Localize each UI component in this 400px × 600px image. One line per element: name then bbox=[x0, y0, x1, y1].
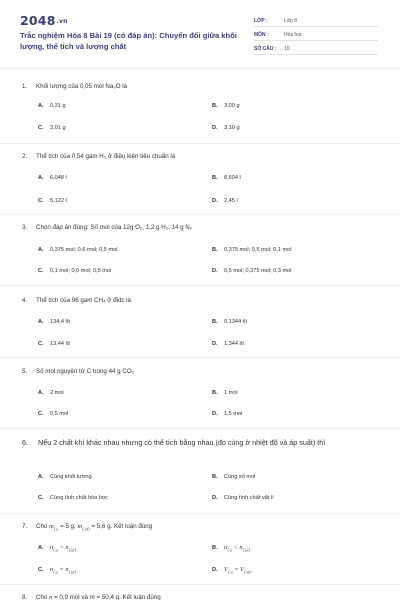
option-c[interactable]: C. $n_{Cu} = n_{CuO}$ bbox=[38, 566, 77, 575]
divider bbox=[0, 513, 400, 514]
question-text: 5. Số mol nguyên tử C trong 44 g CO₂ bbox=[22, 368, 135, 375]
option-a[interactable]: A. 0,31 g bbox=[38, 103, 66, 109]
question-text: 6. Nếu 2 chất khí khác nhau nhưng có thể tích bằng nhau (đo cùng ở nhiệt độ và áp suất) thì bbox=[22, 438, 326, 447]
option-b[interactable]: B. 3,00 g bbox=[212, 103, 240, 109]
option-d[interactable]: D. 1,5 mol bbox=[212, 411, 243, 417]
option-b[interactable]: B. 1 mol bbox=[212, 390, 238, 396]
option-d[interactable]: D. 0,5 mol; 0,375 mol; 0,3 mol bbox=[212, 268, 292, 274]
option-d[interactable]: D. Cùng tính chất vật lí bbox=[212, 495, 274, 501]
question-text: 3. Chọn đáp án đúng: Số mol của 12g O₂, 1,2 g H₂, 14 g N₂ bbox=[22, 224, 193, 231]
option-b[interactable]: B. $n_{Cu} < n_{CuO}$ bbox=[212, 544, 251, 553]
question-text: 7. Cho $m_{Cu} = 5$ g, $m_{CuO} = 5,6$ g. Kết luận đúng bbox=[22, 523, 153, 532]
option-a[interactable]: A. Cùng khối lượng bbox=[38, 474, 92, 480]
option-b[interactable]: B. 0,1344 lít bbox=[212, 319, 248, 325]
option-d[interactable]: D. 3,10 g bbox=[212, 125, 240, 131]
page-header bbox=[0, 0, 400, 66]
option-b[interactable]: B. Cùng số mol bbox=[212, 474, 256, 480]
meta-count: SỐ CÂU : 10 bbox=[254, 43, 378, 55]
option-c[interactable]: C. 0,1 mol; 0,6 mol; 0,5 mol bbox=[38, 268, 112, 274]
option-c[interactable]: C. 13,44 lít bbox=[38, 341, 70, 347]
option-c[interactable]: C. 0,5 mol bbox=[38, 411, 69, 417]
divider bbox=[0, 214, 400, 215]
divider bbox=[0, 357, 400, 358]
option-c[interactable]: C. Cùng tính chất hóa học bbox=[38, 495, 108, 501]
question-text: 4. Thể tích của 96 gam CH₄ ở đktc là bbox=[22, 297, 131, 304]
option-a[interactable]: A. $n_{Cu} > n_{CuO}$ bbox=[38, 544, 77, 553]
meta-subject: MÔN : Hóa học bbox=[254, 29, 378, 41]
option-a[interactable]: A. 0,375 mol; 0,6 mol; 0,5 mol bbox=[38, 247, 118, 253]
divider bbox=[0, 584, 400, 585]
divider bbox=[0, 143, 400, 144]
site-logo[interactable]: 2048.vn bbox=[20, 13, 68, 28]
question-text: 2. Thể tích của 0,54 gam H₂ ở điều kiện tiêu chuẩn là bbox=[22, 153, 176, 160]
header-divider bbox=[0, 68, 400, 69]
divider bbox=[0, 428, 400, 429]
option-d[interactable]: D. 1,344 lít bbox=[212, 341, 244, 347]
option-b[interactable]: B. 8,604 l bbox=[212, 175, 241, 181]
option-d[interactable]: D. $V_{Cu} = V_{CuO}$ bbox=[212, 566, 252, 575]
divider bbox=[0, 285, 400, 286]
question-text: 1. Khối lượng của 0,05 mol Na₂O là bbox=[22, 83, 128, 90]
option-a[interactable]: A. 134,4 lít bbox=[38, 319, 70, 325]
option-b[interactable]: B. 0,375 mol; 0,5 mol; 0,1 mol bbox=[212, 247, 292, 253]
question-8-partial: 8. Cho n = 0,9 mol và m = 50,4 g. Kết luận đúng bbox=[22, 594, 161, 600]
option-c[interactable]: C. 3,01 g bbox=[38, 125, 66, 131]
option-a[interactable]: A. 6,048 l bbox=[38, 175, 67, 181]
meta-class: LỚP : Lớp 8 bbox=[254, 15, 378, 27]
option-c[interactable]: C. 5,122 l bbox=[38, 198, 67, 204]
page-title: Trắc nghiệm Hóa 8 Bài 19 (có đáp án): Chuyển đổi giữa khối lượng, thể tích và lượng chất bbox=[20, 31, 237, 51]
option-d[interactable]: D. 2,45 l bbox=[212, 198, 238, 204]
option-a[interactable]: A. 2 mol bbox=[38, 390, 64, 396]
